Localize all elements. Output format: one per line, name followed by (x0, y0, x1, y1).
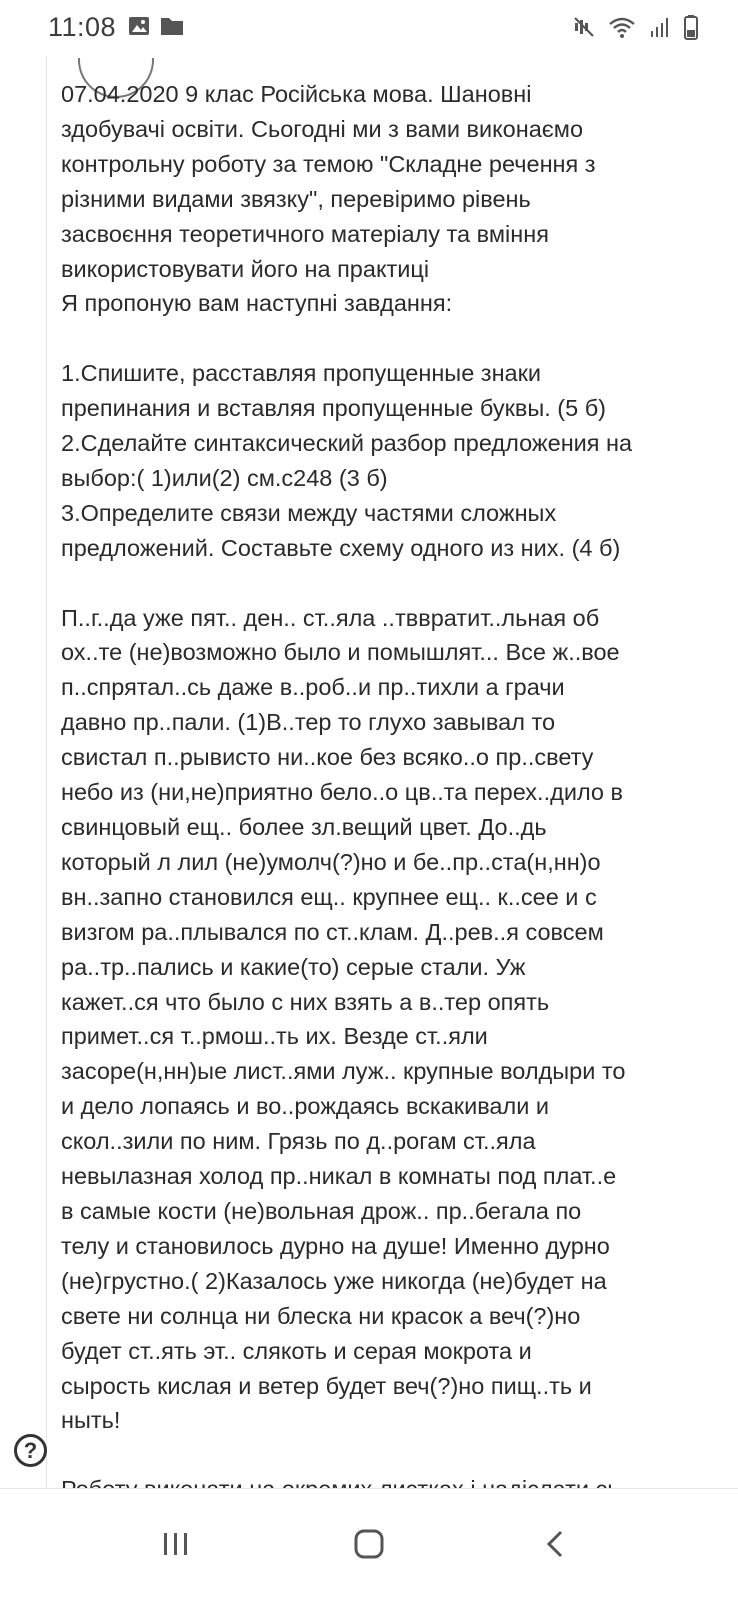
home-button[interactable] (344, 1519, 394, 1569)
text-line: который л лил (не)умолч(?)но и бе..пр..ста(н,нн)о (61, 848, 601, 875)
text-line: сырость кислая и ветер будет веч(?)но пищ..ть и (61, 1372, 592, 1399)
text-line: 3.Определите связи между частями сложных (61, 499, 557, 526)
battery-icon (684, 14, 698, 45)
text-line: давно пр..пали. (1)В..тер то глухо завывал то (61, 709, 556, 736)
text-line: здобувачі освіти. Сьогодні ми з вами виконаємо (61, 115, 584, 142)
text-line: в самые кости (не)вольная дрож.. пр..бегала по (61, 1197, 582, 1224)
text-line: свете ни солнца ни блеска ни красок а веч(?)но (61, 1302, 581, 1329)
cut-off-text (61, 1468, 731, 1488)
back-icon (543, 1529, 567, 1559)
text-line: засвоєння теоретичного матеріалу та вміння (61, 220, 549, 247)
text-line: кажет..ся что было с них взять а в..тер опять (61, 988, 550, 1015)
recents-icon (161, 1531, 191, 1557)
text-line: и дело лопаясь и во..рождаясь вскакивали и (61, 1093, 549, 1120)
text-line: небо из (ни,не)приятно бело..о цв..та перех..дило в (61, 779, 624, 806)
text-line: предложений. Составьте схему одного из них. (4 б) (61, 534, 621, 561)
wifi-icon (608, 15, 636, 44)
navigation-bar (0, 1488, 738, 1600)
text-line: свинцовый ещ.. более зл.вещий цвет. До..дь (61, 814, 547, 840)
text-line: вн..запно становился ещ.. крупнее ещ.. к..сее и с (61, 883, 597, 910)
folder-icon (160, 15, 184, 42)
text-line: засоре(н,нн)ые лист..ями луж.. крупные волдыри то (61, 1058, 626, 1085)
home-icon (353, 1528, 385, 1560)
text-line: свистал п..рывисто ни..кое без всяко..о пр..свету (61, 744, 594, 771)
recents-button[interactable] (151, 1519, 201, 1569)
status-time: 11:08 (48, 12, 117, 42)
text-line: (не)грустно.( 2)Казалось уже никогда (не)будет на (61, 1267, 607, 1294)
text-line: контрольну роботу за темою "Складне речення з (61, 150, 596, 177)
page-edge (46, 56, 47, 1516)
signal-icon (648, 15, 672, 44)
text-line: П..г..да уже пят.. ден.. ст..яла ..тввратит..льная об (61, 604, 600, 631)
text-line: выбор:( 1)или(2) см.с248 (3 б) (61, 464, 388, 491)
mute-icon (572, 15, 596, 44)
text-line: ра..тр..пались и какие(то) серые стали. Уж (61, 953, 526, 980)
text-line: ох..те (не)возможно было и помышлят... Все ж..вое (61, 639, 620, 666)
text-line: будет ст..ять эт.. слякоть и серая мокрота и (61, 1337, 532, 1364)
status-bar (0, 0, 738, 56)
text-line: різними видами звязку", перевіримо рівень (61, 185, 531, 212)
text-line: скол..зили по ним. Грязь по д..рогам ст..яла (61, 1128, 536, 1155)
text-line: визгом ра..плывался по ст..клам. Д..рев..я совсем (61, 918, 604, 945)
text-line: 2.Сделайте синтаксический разбор предложения на (61, 430, 633, 457)
text-line: 07.04.2020 9 клас Російська мова. Шановні (61, 81, 532, 107)
text-line: примет..ся т..рмош..ть их. Везде ст..яли (61, 1023, 488, 1050)
text-line: п..спрятал..сь даже в..роб..и пр..тихли а грачи (61, 674, 565, 701)
blank-line (61, 566, 731, 601)
text-line: використовувати його на практиці (61, 255, 430, 282)
help-button[interactable]: ? (14, 1434, 47, 1467)
blank-line (61, 321, 731, 356)
text-line: ныть! (61, 1407, 121, 1434)
image-icon (128, 15, 150, 42)
text-line: 1.Спишите, расставляя пропущенные знаки (61, 360, 542, 387)
post-body (61, 77, 731, 1438)
text-line: Я пропоную вам наступні завдання: (61, 290, 453, 317)
text-line: невылазная холод пр..никал в комнаты под плат..е (61, 1163, 617, 1190)
text-line: препинания и вставляя пропущенные буквы. (5 б) (61, 395, 606, 422)
text-line: телу и становилось дурно на душе! Именно дурно (61, 1232, 610, 1259)
back-button[interactable] (530, 1519, 580, 1569)
